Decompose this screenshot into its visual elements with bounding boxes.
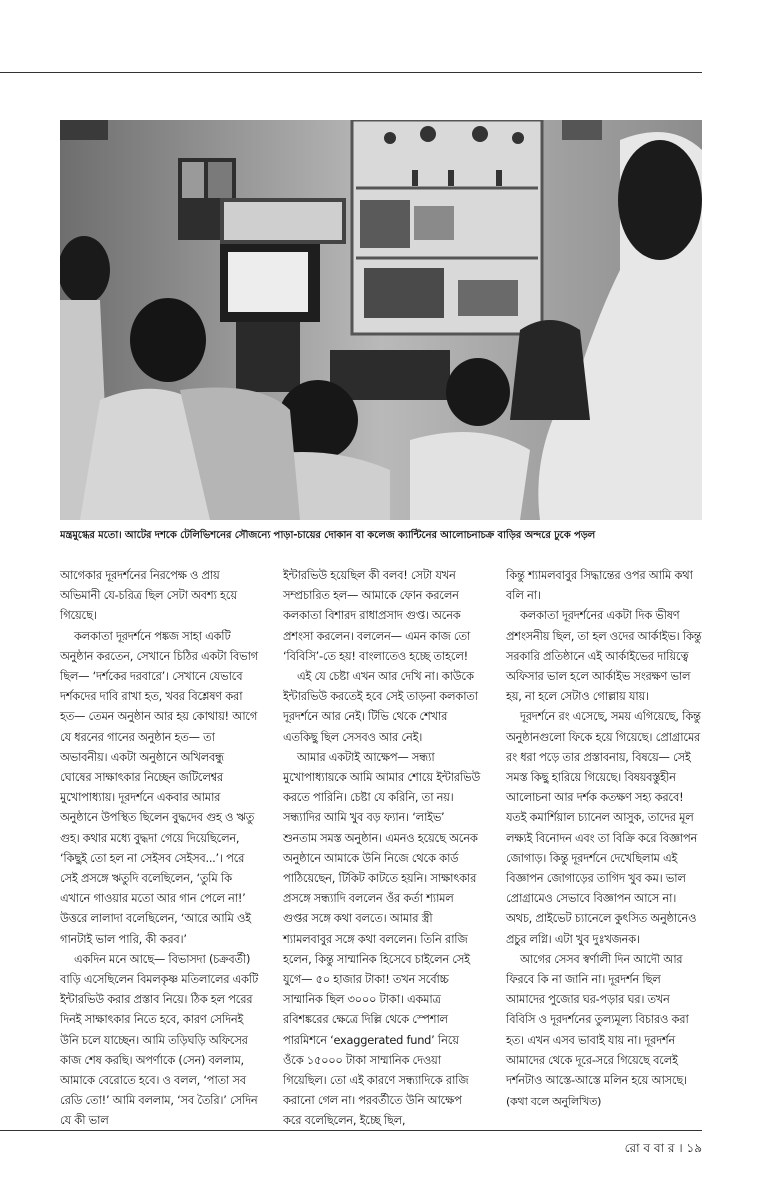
article-column-1 [60,565,258,1131]
paragraph: কলকাতা দূরদর্শনের একটা দিক ভীষণ প্রশংসনীয় ছিল, তা হল ওদের আর্কাইভ। কিন্তু সরকারি প্রতিষ্ঠানে এই আর্কাইভের দায়িত্বে অফিসার ভাল হলে আর্কাইভ সংরক্ষণ ভাল হয়, না হলে সেটাও গোল্লায় যায়। [506,608,702,704]
paragraph: একদিন মনে আছে— বিভাসদা (চক্রবর্তী) বাড়ি এসেছিলেন বিমলকৃষ্ণ মতিলালের একটি ইন্টারভিউ করার প্রস্তাব নিয়ে। ঠিক হল পরের দিনই সাক্ষাৎকার নিতে হবে, কারণ সেদিনই উনি চলে যাচ্ছেন। আমি তড়িঘড়ি অফিসের কাজ শেষ করছি। অপর্ণাকে (সেন) বললাম, আমাকে বেরোতে হবে। ও বলল, ‘পাতা সব রেডি তো!’ আমি বললাম, ‘সব তৈরি।’ সেদিন যে কী ভাল [60,951,258,1128]
photo-caption: মন্ত্রমুগ্ধের মতো। আটের দশকে টেলিভিশনের সৌজন্যে পাড়া-চায়ের দোকান বা কলেজ ক্যান্টিনের আলোচনাচক্র বাড়ির অন্দরে ঢুকে পড়ল [60,530,596,541]
paragraph: আমার একটাই আক্ষেপ— সন্ধ্যা মুখোপাধ্যায়কে আমি আমার শোয়ে ইন্টারভিউ করতে পারিনি। চেষ্টা যে করিনি, তা নয়। সন্ধ্যাদির আমি খুব বড় ফ্যান। ‘লাইভ’ শুনতাম সমস্ত অনুষ্ঠান। এমনও হয়েছে অনেক অনুষ্ঠানে আমাকে উনি নিজে থেকে কার্ড পাঠিয়েছেন, টিকিট কাটতে হয়নি। সাক্ষাৎকার প্রসঙ্গে সন্ধ্যাদি বললেন ওঁর কর্তা শ্যামল গুপ্তর সঙ্গে কথা বলতে। আমার স্ত্রী শ্যামলবাবুর সঙ্গে কথা বললেন। তিনি রাজি হলেন, কিন্তু সাম্মানিক হিসেবে চাইলেন সেই যুগে— ৫০ হাজার টাকা! তখন সর্বোচ্চ সাম্মানিক ছিল ৩০০০ টাকা। একমাত্র রবিশঙ্করের ক্ষেত্রে দিল্লি থেকে স্পেশাল পারমিশনে ‘exaggerated fund’ নিয়ে ওঁকে ১৫০০০ টাকা সাম্মানিক দেওয়া গিয়েছিল। তো এই কারণে সন্ধ্যাদিকে রাজি করানো গেল না। পরবর্তীতে উনি আক্ষেপ করে বলেছিলেন, ইচ্ছে ছিল, [283,749,481,1128]
paragraph: কিন্তু শ্যামলবাবুর সিদ্ধান্তের ওপর আমি কথা বলি না। [506,568,693,603]
article-column-3 [506,565,702,1112]
paragraph: আগেকার দূরদর্শনের নিরপেক্ষ ও প্রায় অভিমানী যে-চরিত্র ছিল সেটা অবশ্য হয়ে গিয়েছে। [60,568,237,623]
article-column-2 [283,565,481,1131]
paragraph: এই যে চেষ্টা এখন আর দেখি না। কাউকে ইন্টারভিউ করতেই হবে সেই তাড়না কলকাতা দূরদর্শনে আর নেই। টিভি থেকে শেখার এতকিছু ছিল সেসবও আর নেই। [283,669,478,744]
group-watching-television-photo [60,120,702,520]
top-rule [0,72,702,73]
paragraph: আগের সেসব স্বর্ণালী দিন আদৌ আর ফিরবে কি না জানি না। দূরদর্শন ছিল আমাদের পুজোর ঘর-পড়ার ঘর। তখন বিবিসি ও দূরদর্শনের তুল্যমূল্য বিচারও করা হত। এখন এসব ভাবাই যায় না। দূরদর্শন আমাদের থেকে দূরে-সরে গিয়েছে বলেই দর্শনটাও আস্তে-আস্তে মলিন হয়ে আসছে। [506,951,689,1088]
transcription-credit: (কথা বলে অনুলিখিত) [506,1095,602,1109]
paragraph: দূরদর্শনে রং এসেছে, সময় এগিয়েছে, কিন্তু অনুষ্ঠানগুলো ফিকে হয়ে গিয়েছে। প্রোগ্রামের রং ধরা পড়ে তার প্রস্তাবনায়, বিষয়ে— সেই সমস্ত কিছু হারিয়ে গিয়েছে। বিষয়বস্তুহীন আলোচনা আর দর্শক কতক্ষণ সহ্য করবে! যতই কমার্শিয়াল চ্যানেল আসুক, তাদের মূল লক্ষ্যই বিনোদন এবং তা বিক্রি করে বিজ্ঞাপন জোগাড়। কিন্তু দূরদর্শনে দেখেছিলাম এই বিজ্ঞাপন জোগাড়ের তাগিদ খুব কম। ভাল প্রোগ্রামেও সেভাবে বিজ্ঞাপন আসে না। অথচ, প্রাইভেট চ্যানেলে কুৎসিত অনুষ্ঠানেও প্রচুর লগ্নি। এটা খুব দুঃখজনক। [506,709,701,946]
bottom-rule [0,1130,702,1131]
paragraph: কলকাতা দূরদর্শনে পঙ্কজ সাহা একটি অনুষ্ঠান করতেন, সেখানে চিঠির একটা বিভাগ ছিল— ‘দর্শকের দরবারে’। সেখানে যেভাবে দর্শকদের দাবি রাখা হত, খবর বিশ্লেষণ করা হত— তেমন অনুষ্ঠান আর হয় কোথায়! আগে যে ধরনের গানের অনুষ্ঠান হত— তা অভাবনীয়। একটা অনুষ্ঠানে অখিলবন্ধু ঘোষের সাক্ষাৎকার নিচ্ছেন জটিলেশ্বর মুখোপাধ্যায়। দূরদর্শনে একবার আমার অনুষ্ঠানে উপস্থিত ছিলেন বুদ্ধদেব গুহ ও ঋতু গুহ। কথার মধ্যে বুদ্ধদা গেয়ে দিয়েছিলেন, ‘কিছুই তো হল না সেইসব সেইসব...’। পরে সেই প্রসঙ্গে ঋতুদি বলেছিলেন, ‘তুমি কি এখানে গাওয়ার মতো আর গান পেলে না!’ উত্তরে লালাদা বলেছিলেন, ‘আরে আমি ওই গানটাই ভাল পারি, কী করব।’ [60,628,258,946]
paragraph: ইন্টারভিউ হয়েছিল কী বলব! সেটা যখন সম্প্রচারিত হল— আমাকে ফোন করলেন কলকাতা বিশারদ রাধাপ্রসাদ গুপ্ত। অনেক প্রশংসা করলেন। বললেন— এমন কাজ তো ‘বিবিসি’-তে হয়! বাংলাতেও হচ্ছে তাহলে! [283,568,471,663]
photo-illustration [60,120,702,520]
page-footer: রো ব বা র । ১৯ [624,1141,702,1155]
